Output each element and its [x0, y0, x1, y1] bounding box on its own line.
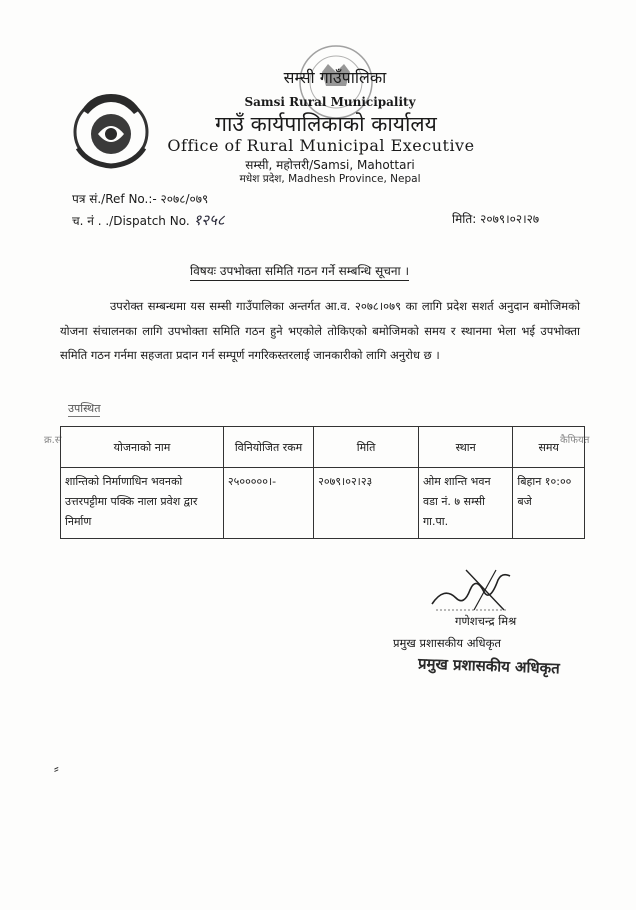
signatory-title: प्रमुख प्रशासकीय अधिकृत: [393, 636, 501, 650]
signatory-name: गणेशचन्द्र मिश्र: [455, 614, 517, 628]
header-date: मिति: [314, 427, 419, 468]
dispatch-number: [72, 210, 225, 230]
table-edge-left: क्र.सं: [44, 435, 62, 446]
schedule-table: [60, 426, 585, 539]
reference-number: पत्र सं./Ref No.:- २०७८/०७९: [72, 192, 209, 206]
government-emblem-icon: [70, 88, 152, 170]
dispatch-label: च. नं . ./Dispatch No.: [72, 214, 190, 228]
cell-scheme-name: शान्तिको निर्माणाधिन भवनको उत्तरपट्टीमा पक्कि नाला प्रवेश द्वार निर्माण: [61, 468, 224, 539]
body-text: उपरोक्त सम्बन्धमा यस सम्सी गाउँपालिका अन्तर्गत आ.व. २०७८।०७९ का लागि प्रदेश सशर्त अनुदान बमोजिमको योजना संचालनका लागि उपभोक्ता समिति गठन हुने भएकोले तोकिएको बमोजिमको समय र स्थानमा भेला भई उपभोक्ता समिति गठन गर्नमा सहजता प्रदान गर्न सम्पूर्ण नगरिकस्तरलाई जानकारीको लागि अनुरोध छ ।: [60, 299, 580, 362]
header-scheme-name: योजनाको नाम: [61, 427, 224, 468]
signature-mark-icon: [426, 566, 516, 614]
table-header-row: [61, 427, 585, 468]
subject-line: विषयः उपभोक्ता समिति गठन गर्ने सम्बन्धि सूचना ।: [190, 262, 409, 281]
office-name-english: Office of Rural Municipal Executive: [167, 136, 475, 155]
letter-date: [452, 210, 539, 227]
address-line-1: सम्सी, महोत्तरी/Samsi, Mahottari: [245, 158, 415, 172]
header-time: समय: [513, 427, 585, 468]
header-allocated-amount: विनियोजित रकम: [223, 427, 313, 468]
list-label: उपस्थित: [68, 402, 101, 415]
address-line-2: मधेश प्रदेश, Madhesh Province, Nepal: [239, 173, 421, 185]
municipality-name-nepali: सम्सी गाउँपालिका: [283, 68, 387, 87]
body-paragraph: [60, 294, 580, 368]
table-row: [61, 468, 585, 539]
table-edge-right: कैफियत: [560, 435, 590, 446]
date-value: २०७९।०२।२७: [480, 212, 540, 226]
cell-amount: २५०००००।-: [223, 468, 313, 539]
office-name-nepali: गाउँ कार्यपालिकाको कार्यालय: [215, 112, 437, 136]
cell-time: बिहान १०:०० बजे: [513, 468, 585, 539]
date-label: मिति:: [452, 212, 477, 226]
cell-venue: ओम शान्ति भवन वडा नं. ७ सम्सी गा.पा.: [418, 468, 512, 539]
designation-stamp: प्रमुख प्रशासकीय अधिकृत: [417, 654, 561, 678]
header-venue: स्थान: [418, 427, 512, 468]
cell-date: २०७९।०२।२३: [314, 468, 419, 539]
dispatch-value: १२५८: [193, 211, 225, 229]
municipality-name-english: Samsi Rural Municipality: [244, 95, 416, 109]
margin-mark: ⸗: [54, 761, 59, 777]
